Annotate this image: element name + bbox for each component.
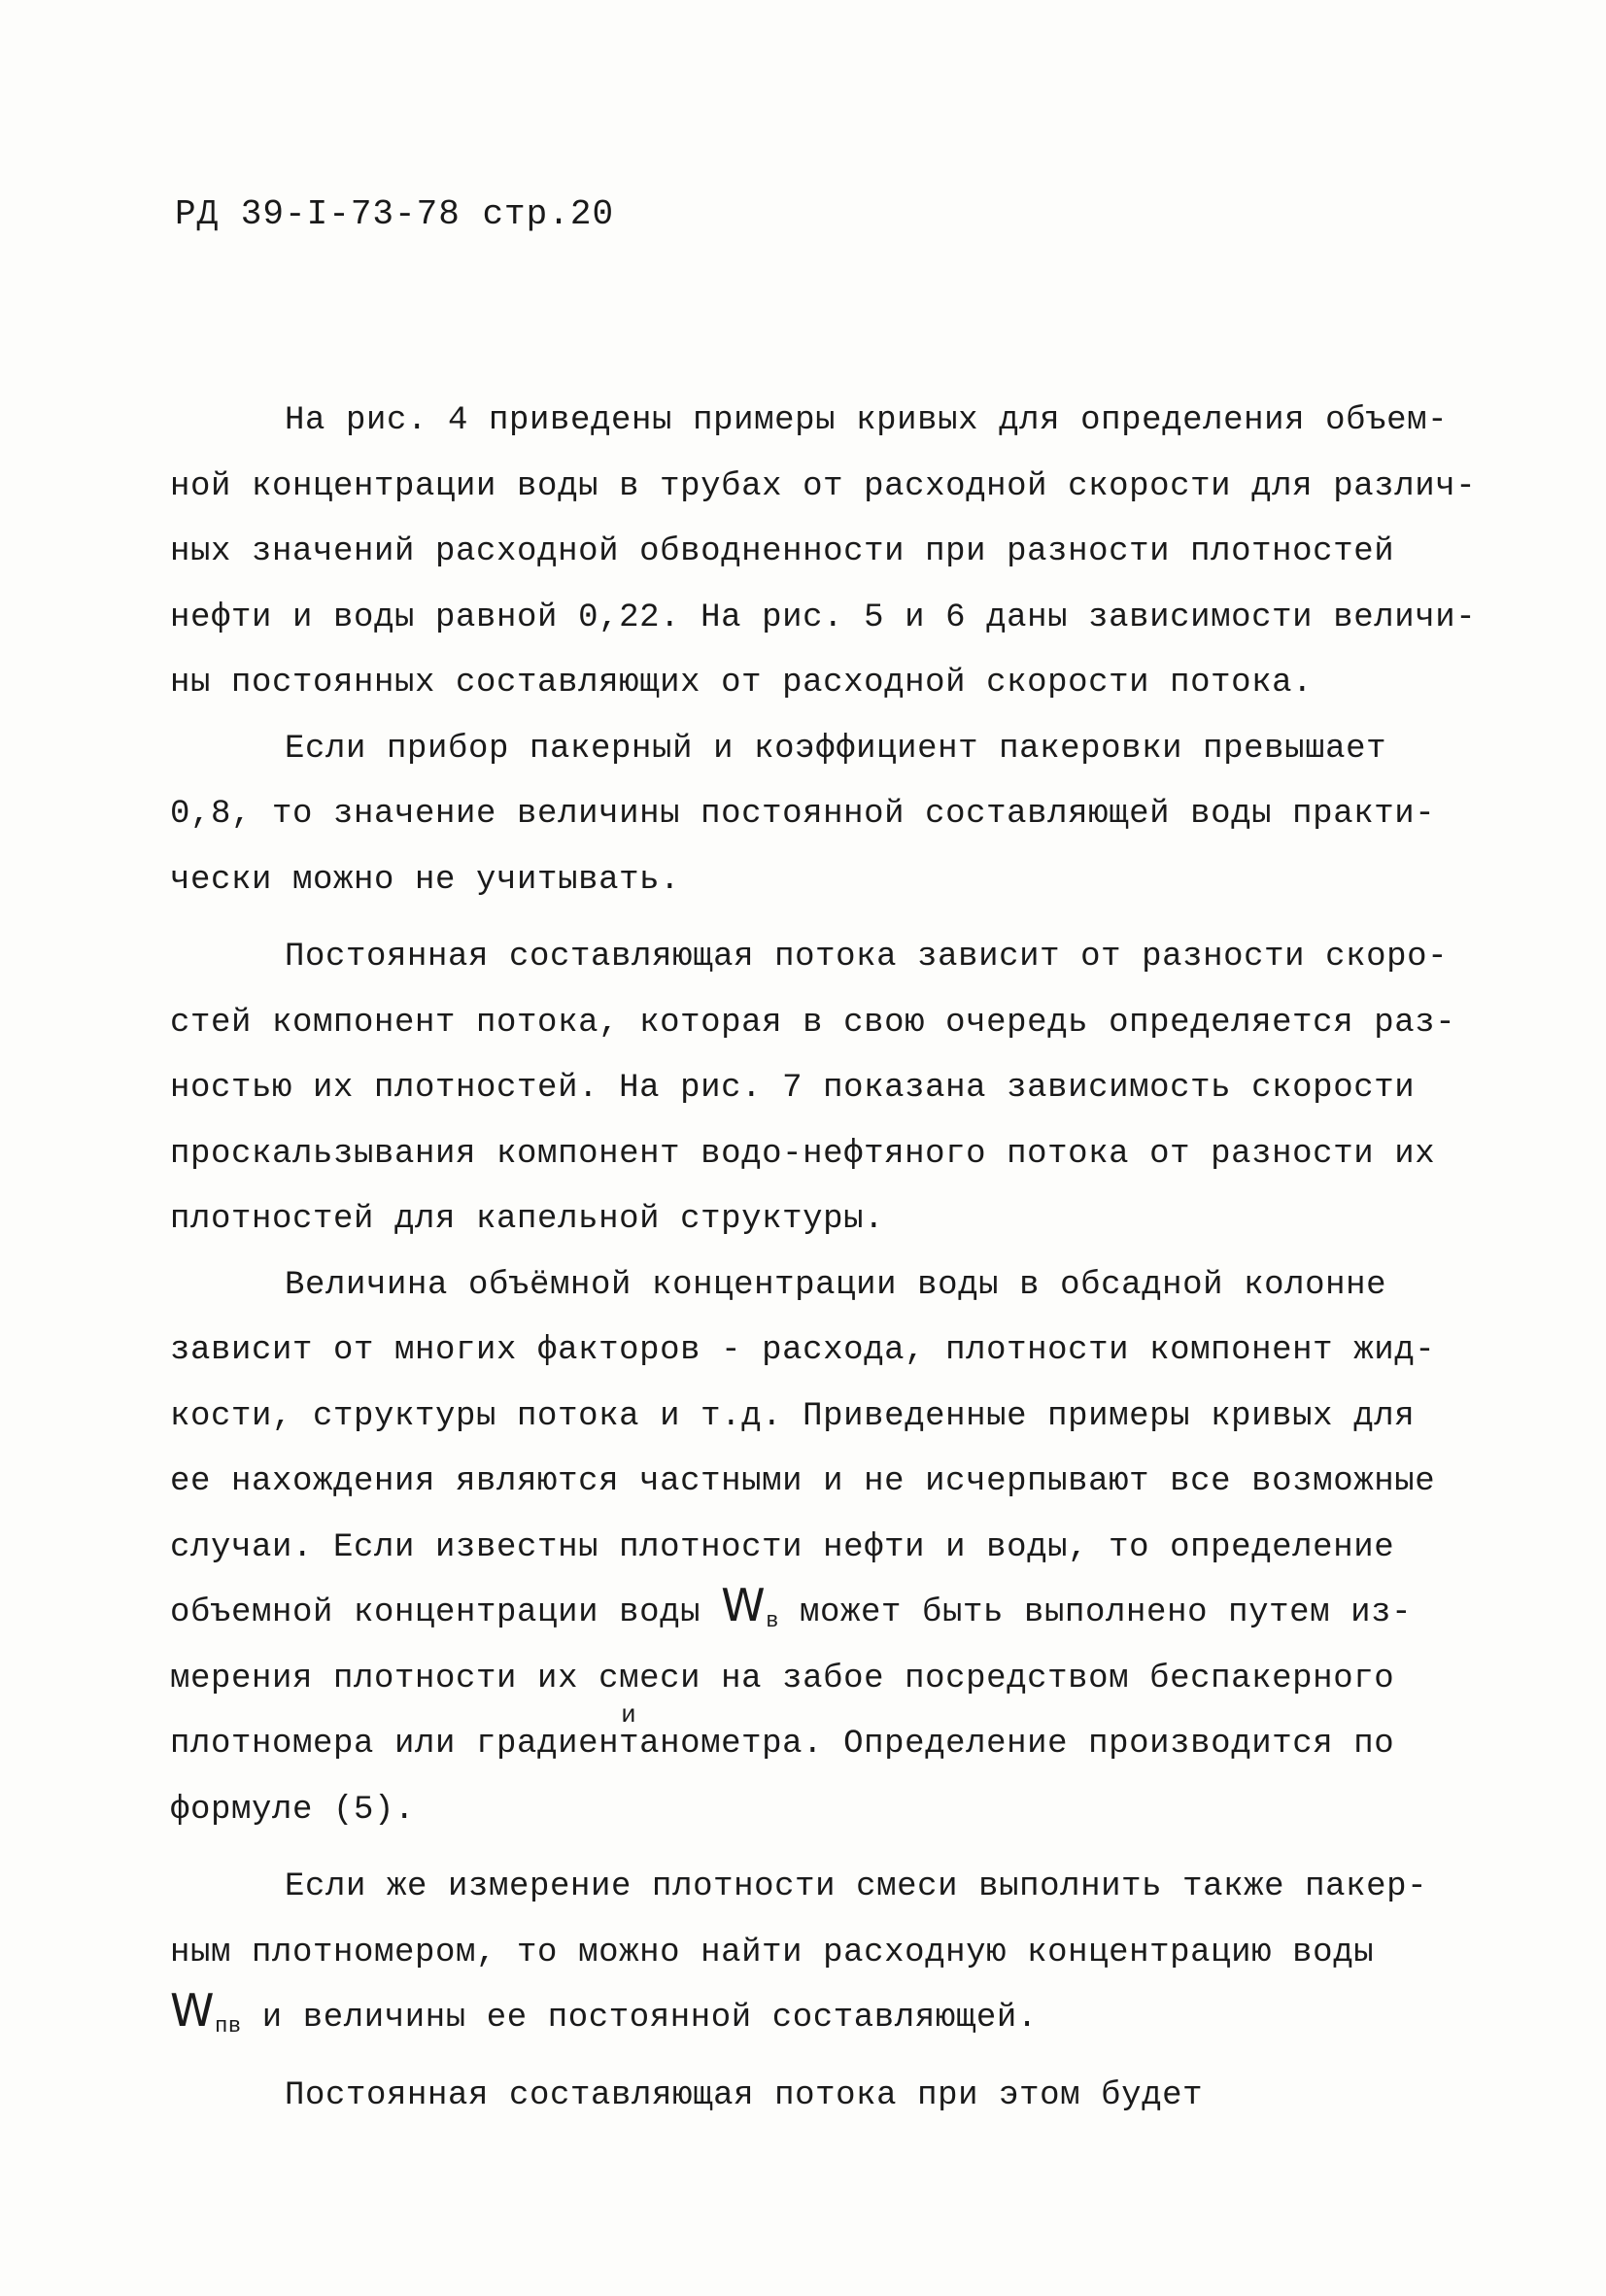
paragraph — [170, 1253, 1472, 1844]
text-fragment: и величины ее постоянной составляющей. — [241, 2000, 1038, 2037]
text-line: Постоянная составляющая потока зависит от разности скоро- — [285, 939, 1449, 976]
text-line: Если же измерение плотности смеси выполнить также пакер- — [285, 1868, 1428, 1905]
correction-line — [170, 1700, 1472, 1778]
text-line: ных значений расходной обводненности при разности плотностей — [170, 533, 1395, 570]
text-line: случаи. Если известны плотности нефти и воды, то определение — [170, 1528, 1395, 1566]
text-line: ной концентрации воды в трубах от расходной скорости для различ- — [170, 467, 1477, 505]
formula-line — [170, 1986, 1472, 2052]
paragraph — [170, 389, 1477, 717]
text-line: ным плотномером, то можно найти расходную концентрацию воды — [170, 1934, 1375, 1971]
text-fragment: может быть выполнено путем из- — [779, 1594, 1413, 1631]
text-line: плотностей для капельной структуры. — [170, 1201, 885, 1238]
formula-subscript: в — [766, 1609, 779, 1633]
text-line: кости, структуры потока и т.д. Приведенные примеры кривых для — [170, 1397, 1416, 1435]
paragraph — [170, 1855, 1472, 2052]
text-line: чески можно не учитывать. — [170, 861, 681, 899]
text-line: проскальзывания компонент водо-нефтяного потока от разности их — [170, 1135, 1436, 1173]
text-line: На рис. 4 приведены примеры кривых для определения объем- — [285, 402, 1449, 439]
text-line: Величина объёмной концентрации воды в обсадной колонне — [285, 1266, 1387, 1304]
page-header: РД 39-I-73-78 стр.20 — [175, 194, 615, 234]
text-fragment: объемной концентрации воды — [170, 1594, 722, 1631]
handwritten-correction — [619, 1700, 640, 1778]
formula-line — [170, 1581, 1472, 1647]
text-line: формуле (5). — [170, 1791, 416, 1829]
text-line: мерения плотности их смеси на забое посредством беспакерного — [170, 1660, 1395, 1697]
text-fragment: анометра. Определение производится по — [639, 1726, 1395, 1763]
corrected-char: т — [619, 1726, 640, 1763]
text-line: нефти и воды равной 0,22. На рис. 5 и 6 даны зависимости величи- — [170, 599, 1477, 636]
text-line: ее нахождения являются частными и не исчерпывают все возможные — [170, 1463, 1436, 1500]
formula-subscript: пв — [215, 2014, 242, 2039]
text-line: Постоянная составляющая потока при этом будет — [285, 2076, 1204, 2114]
text-fragment: плотномера или градиен — [170, 1726, 620, 1763]
formula-symbol: W — [721, 1579, 767, 1631]
document-body — [170, 389, 1477, 2129]
paragraph — [170, 925, 1472, 1253]
text-line: ны постоянных составляющих от расходной скорости потока. — [170, 665, 1314, 702]
correction-mark: и — [621, 1700, 637, 1730]
text-line: стей компонент потока, которая в свою очередь определяется раз- — [170, 1004, 1456, 1042]
text-line: ностью их плотностей. На рис. 7 показана зависимость скорости — [170, 1070, 1416, 1107]
paragraph — [170, 717, 1472, 914]
paragraph — [170, 2064, 1472, 2130]
text-line: Если прибор пакерный и коэффициент пакеровки превышает — [285, 730, 1387, 768]
text-line: 0,8, то значение величины постоянной составляющей воды практи- — [170, 796, 1436, 833]
text-line: зависит от многих факторов - расхода, плотности компонент жид- — [170, 1332, 1436, 1369]
formula-symbol: W — [170, 1984, 216, 2037]
